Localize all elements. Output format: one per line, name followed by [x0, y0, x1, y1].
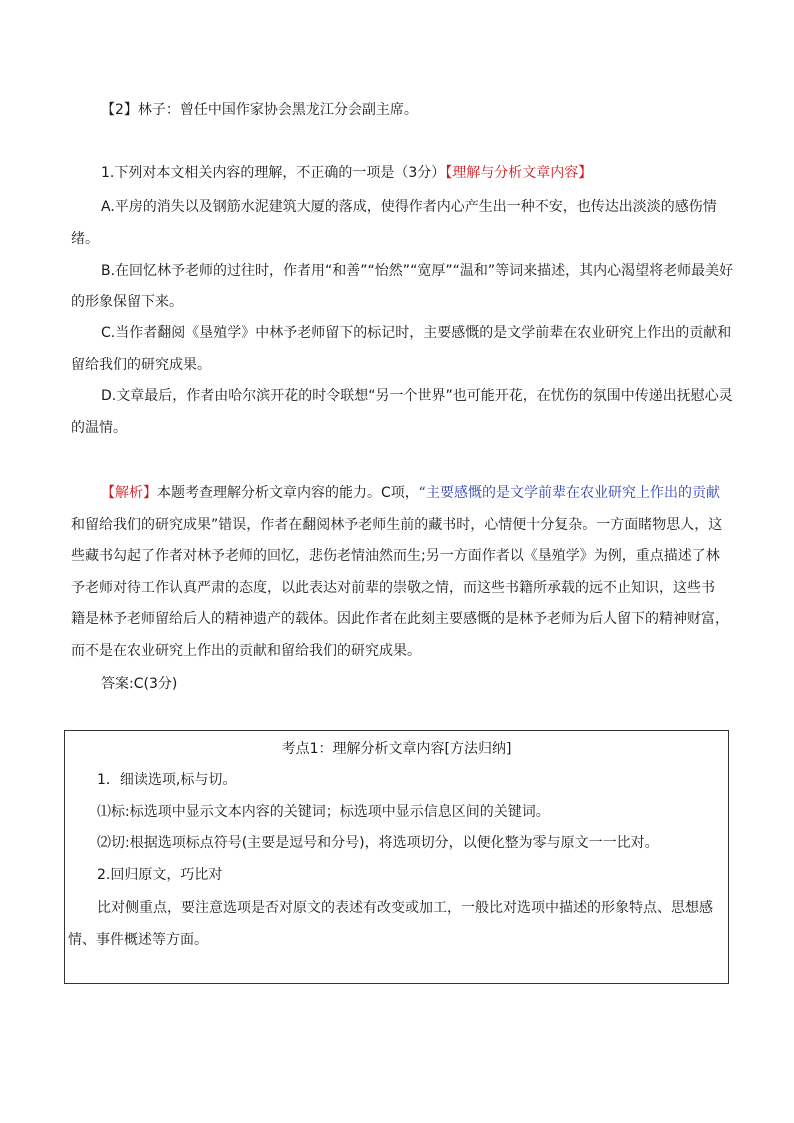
analysis-line-2: 和留给我们的研究成果”错误，作者在翻阅林予老师生前的藏书时，心情便十分复杂。一方面睹物思人，这 — [71, 517, 723, 533]
option-a-line-2: 绪。 — [71, 231, 99, 247]
method-line-6: 情、事件概述等方面。 — [68, 932, 208, 948]
option-c-line-2: 留给我们的研究成果。 — [71, 357, 211, 373]
option-b-line-2: 的形象保留下来。 — [71, 294, 183, 310]
method-line-3: ⑵切:根据选项标点符号(主要是逗号和分号)，将选项切分，以便化整为零与原文一一比对。 — [97, 835, 659, 851]
analysis-label: 【解析】 — [101, 485, 157, 501]
question-tag: 【理解与分析文章内容】 — [445, 165, 593, 181]
analysis-line-5: 籍是林予老师留给后人的精神遗产的载体。因此作者在此刻主要感慨的是林予老师为后人留下的精神财富， — [71, 611, 729, 627]
question-stem-text: 1.下列对本文相关内容的理解，不正确的一项是（3分） — [101, 165, 446, 181]
analysis-quote: “主要感慨的是文学前辈在农业研究上作出的贡献 — [418, 485, 721, 501]
answer: 答案:C(3分) — [101, 676, 178, 692]
method-box — [64, 730, 729, 984]
option-d-line-1: D.文章最后，作者由哈尔滨开花的时令联想“另一个世界”也可能开花，在忧伤的氛围中传递出抚慰心灵 — [101, 388, 733, 404]
question-stem — [101, 163, 592, 183]
method-line-1: 1．细读选项,标与切。 — [97, 772, 237, 788]
option-c-line-1: C.当作者翻阅《垦殖学》中林予老师留下的标记时，主要感慨的是文学前辈在农业研究上作出的贡献和 — [101, 325, 732, 341]
analysis-line-4: 予老师对待工作认真严肃的态度，以此表达对前辈的崇敬之情，而这些书籍所承载的远不止知识，这些书 — [71, 580, 715, 596]
option-d-line-2: 的温情。 — [71, 420, 127, 436]
analysis-first-line — [101, 483, 720, 503]
method-line-5: 比对侧重点，要注意选项是否对原文的表述有改变或加工，一般比对选项中描述的形象特点、思想感 — [97, 900, 713, 916]
method-line-4: 2.回归原文，巧比对 — [97, 867, 223, 883]
footnote-text: 林子：曾任中国作家协会黑龙江分会副主席。 — [137, 102, 418, 118]
analysis-line-3: 些藏书勾起了作者对林予老师的回忆，悲伤老情油然而生;另一方面作者以《垦殖学》为例，重点描述了林 — [71, 548, 720, 564]
option-b-line-1: B.在回忆林予老师的过往时，作者用“和善”“怡然”“宽厚”“温和”等词来描述，其内心渴望将老师最美好 — [101, 263, 734, 279]
footnote-bracket: 【2】 — [101, 102, 138, 118]
option-a-line-1: A.平房的消失以及钢筋水泥建筑大厦的落成，使得作者内心产生出一种不安，也传达出淡淡的感伤情 — [101, 199, 717, 215]
method-line-2: ⑴标:标选项中显示文本内容的关键词；标选项中显示信息区间的关键词。 — [97, 804, 550, 820]
method-box-title: 考点1：理解分析文章内容[方法归纳] — [281, 741, 512, 757]
footnote — [101, 100, 418, 120]
analysis-line-6: 而不是在农业研究上作出的贡献和留给我们的研究成果。 — [71, 643, 421, 659]
analysis-intro: 本题考查理解分析文章内容的能力。C项， — [157, 485, 419, 501]
